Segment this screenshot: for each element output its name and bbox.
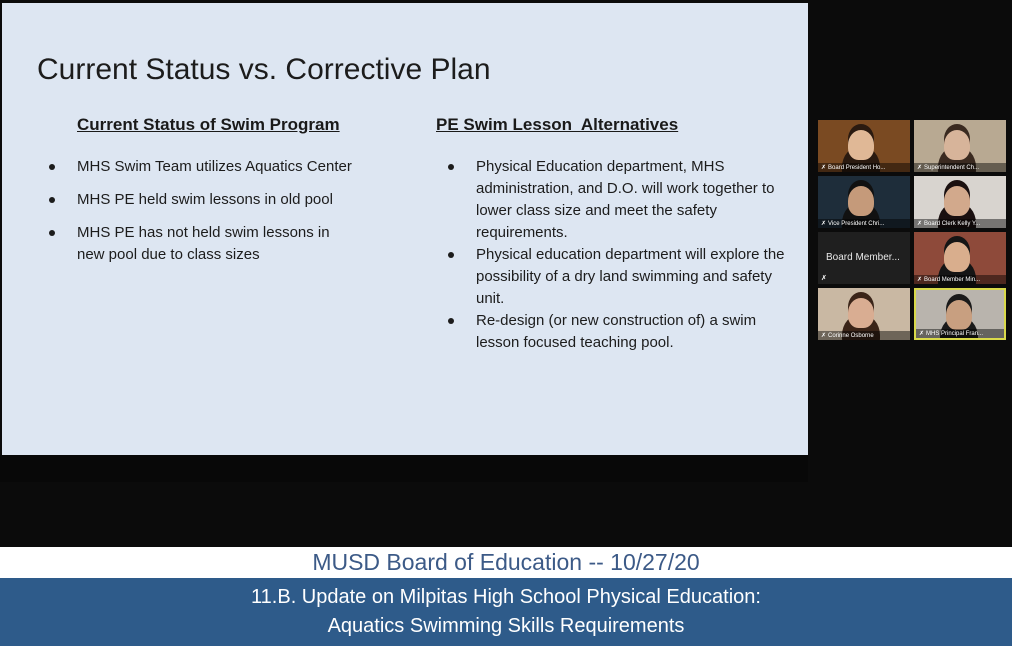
list-item: Physical Education department, MHS administration, and D.O. will work together to lower class size and meet the safety requirements. (448, 156, 788, 244)
participant-video (944, 130, 970, 160)
participant-name: Board Member... (826, 252, 900, 263)
participant-name: Board Clerk Kelly Y... (924, 221, 981, 227)
agenda-caption-line1: 11.B. Update on Milpitas High School Physical Education: (251, 586, 761, 608)
participant-tile[interactable] (914, 120, 1006, 172)
participant-video (848, 298, 874, 328)
list-item: MHS PE has not held swim lessons in new pool due to class sizes (49, 222, 359, 266)
list-item: MHS Swim Team utilizes Aquatics Center (49, 156, 359, 178)
mic-muted-icon: ✗ (821, 165, 827, 171)
mic-muted-icon: ✗ (919, 331, 925, 337)
active-speaker-tile[interactable] (914, 288, 1006, 340)
meeting-caption: MUSD Board of Education -- 10/27/20 (0, 547, 1012, 578)
participant-tile[interactable] (818, 232, 910, 284)
list-item: Re-design (or new construction of) a swim lesson focused teaching pool. (448, 310, 788, 354)
participant-name: Board Member Min... (924, 277, 981, 283)
participant-tile[interactable] (914, 176, 1006, 228)
mic-muted-icon: ✗ (917, 165, 923, 171)
participant-video (848, 130, 874, 160)
agenda-caption-line2: Aquatics Swimming Skills Requirements (327, 615, 685, 637)
mic-muted-icon: ✗ (917, 277, 923, 283)
participant-tile[interactable] (818, 120, 910, 172)
mic-muted-icon: ✗ (821, 333, 827, 339)
participant-tile[interactable] (914, 232, 1006, 284)
slide-title: Current Status vs. Corrective Plan (37, 53, 491, 86)
participant-video (946, 300, 972, 330)
alternatives-list (448, 156, 788, 354)
participant-video (944, 186, 970, 216)
participant-name: MHS Principal Fran... (926, 331, 984, 337)
mic-muted-icon: ✗ (821, 221, 827, 227)
slide-bottom-bar (0, 455, 808, 482)
participant-tile[interactable] (818, 176, 910, 228)
participant-name: Superintendent Ch... (924, 165, 980, 171)
participant-video (848, 186, 874, 216)
participant-name: Vice President Chri... (828, 221, 885, 227)
agenda-caption (0, 578, 1012, 646)
participant-name: Corinne Osborne (828, 333, 874, 339)
participant-video (944, 242, 970, 272)
alternatives-heading: PE Swim Lesson Alternatives (436, 115, 679, 134)
current-status-list (49, 156, 359, 277)
current-status-heading: Current Status of Swim Program (77, 115, 340, 134)
mic-muted-icon: ✗ (821, 275, 827, 282)
mic-muted-icon: ✗ (917, 221, 923, 227)
participant-name: Board President Ho... (828, 165, 886, 171)
presentation-slide (2, 3, 808, 455)
list-item: MHS PE held swim lessons in old pool (49, 189, 359, 211)
participant-tile[interactable] (818, 288, 910, 340)
list-item: Physical education department will explore the possibility of a dry land swimming and safety unit. (448, 244, 788, 310)
